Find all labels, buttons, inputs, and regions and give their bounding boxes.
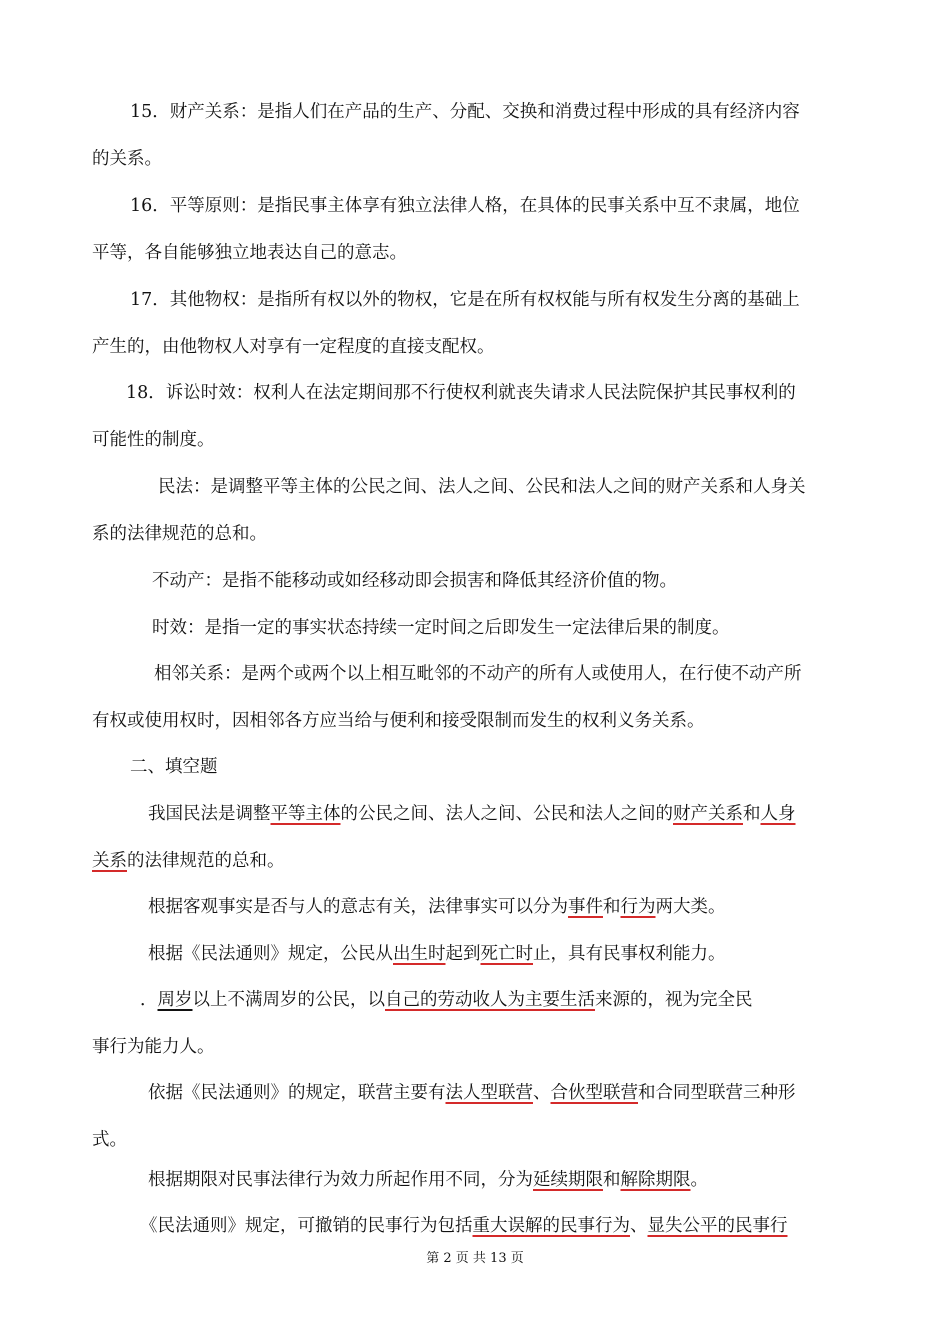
q4-text-a: 以上不满 <box>192 990 263 1010</box>
fill-question-5-line-1 <box>0 1081 950 1105</box>
q4-text-c: 来源的，视为完全民 <box>595 990 753 1010</box>
fill-question-6 <box>0 1168 950 1192</box>
definition-civil-law-line-1: 民法：是调整平等主体的公民之间、法人之间、公民和法人之间的财产关系和人身关 <box>158 477 806 497</box>
section-title: 二、填空题 <box>130 757 218 777</box>
definition-16-line-2: 平等，各自能够独立地表达自己的意志。 <box>92 243 407 263</box>
q1-answer-3a: 人身 <box>760 804 796 824</box>
definition-immovable: 不动产：是指不能移动或如经移动即会损害和降低其经济价值的物。 <box>152 571 677 591</box>
q7-text-b: 、 <box>630 1216 648 1236</box>
q1-answer-2: 财产关系 <box>673 804 743 824</box>
q5-answer-1: 法人型联营 <box>445 1083 533 1103</box>
q6-text-c: 。 <box>690 1170 708 1190</box>
q1-text-d: 的法律规范的总和。 <box>127 851 285 871</box>
q2-answer-1: 事件 <box>568 897 603 917</box>
q3-answer-2: 死亡时 <box>480 944 533 964</box>
q4-answer-1: 周岁 <box>157 990 193 1010</box>
q7-text-a: 《民法通则》规定，可撤销的民事行为包括 <box>140 1216 473 1236</box>
q2-text-a: 根据客观事实是否与人的意志有关，法律事实可以分为 <box>148 897 568 917</box>
q4-blank-1 <box>158 990 193 1010</box>
q1-answer-3b: 关系 <box>92 851 127 871</box>
q3-text-a: 根据《民法通则》规定，公民从 <box>148 944 393 964</box>
fill-question-1-line-1 <box>0 802 950 826</box>
definition-neighbor-line-2: 有权或使用权时，因相邻各方应当给与便利和接受限制而发生的权利义务关系。 <box>92 711 705 731</box>
q6-answer-2: 解除期限 <box>620 1170 691 1190</box>
fill-question-5-line-2: 式。 <box>92 1130 127 1150</box>
q2-text-b: 和 <box>603 897 621 917</box>
q1-answer-1: 平等主体 <box>270 804 341 824</box>
q4-text-b: 周岁的公民，以 <box>262 990 385 1010</box>
fill-question-7 <box>0 1214 950 1238</box>
q6-answer-1: 延续期限 <box>533 1170 603 1190</box>
q3-text-b: 起到 <box>445 944 481 964</box>
definition-prescription: 时效：是指一定的事实状态持续一定时间之后即发生一定法律后果的制度。 <box>152 618 730 638</box>
definition-17-line-1: 17．其他物权：是指所有权以外的物权，它是在所有权权能与所有权发生分离的基础上 <box>130 290 800 310</box>
fill-question-1-line-2 <box>0 849 950 873</box>
definition-18-line-2: 可能性的制度。 <box>92 430 215 450</box>
definition-neighbor-line-1: 相邻关系：是两个或两个以上相互毗邻的不动产的所有人或使用人，在行使不动产所 <box>154 664 802 684</box>
fill-question-2 <box>0 895 950 919</box>
q2-answer-2: 行为 <box>620 897 656 917</box>
fill-question-3 <box>0 942 950 966</box>
definition-17-line-2: 产生的，由他物权人对享有一定程度的直接支配权。 <box>92 337 495 357</box>
q4-answer-2: 自己的劳动收人为主要生活 <box>385 990 595 1010</box>
q5-text-b: 、 <box>533 1083 551 1103</box>
page-footer: 第 2 页 共 13 页 <box>426 1251 524 1266</box>
q6-text-b: 和 <box>603 1170 621 1190</box>
q5-text-a: 依据《民法通则》的规定，联营主要有 <box>148 1083 446 1103</box>
fill-question-4-line-1 <box>0 988 950 1012</box>
q1-text-b: 的公民之间、法人之间、公民和法人之间的 <box>340 804 673 824</box>
definition-15-line-1: 15．财产关系：是指人们在产品的生产、分配、交换和消费过程中形成的具有经济内容 <box>130 102 800 122</box>
definition-16-line-1: 16．平等原则：是指民事主体享有独立法律人格，在具体的民事关系中互不隶属，地位 <box>130 196 800 216</box>
q2-text-c: 两大类。 <box>655 897 726 917</box>
q3-answer-1: 出生时 <box>393 944 446 964</box>
q7-answer-1: 重大误解的民事行为 <box>472 1216 630 1236</box>
q5-answer-2: 合伙型联营 <box>550 1083 638 1103</box>
q1-text-c: 和 <box>743 804 761 824</box>
q3-text-c: 止，具有民事权利能力。 <box>533 944 726 964</box>
definition-18-line-1: 18．诉讼时效：权利人在法定期间那不行使权利就丧失请求人民法院保护其民事权利的 <box>126 383 796 403</box>
q1-text-a: 我国民法是调整 <box>148 804 271 824</box>
definition-civil-law-line-2: 系的法律规范的总和。 <box>92 524 267 544</box>
q7-answer-2: 显失公平的民事行 <box>647 1216 788 1236</box>
q6-text-a: 根据期限对民事法律行为效力所起作用不同，分为 <box>148 1170 533 1190</box>
fill-question-4-line-2: 事行为能力人。 <box>92 1037 215 1057</box>
definition-15-line-2: 的关系。 <box>92 149 162 169</box>
q4-lead: ． <box>140 990 158 1010</box>
q5-text-c: 和合同型联营三种形 <box>638 1083 796 1103</box>
